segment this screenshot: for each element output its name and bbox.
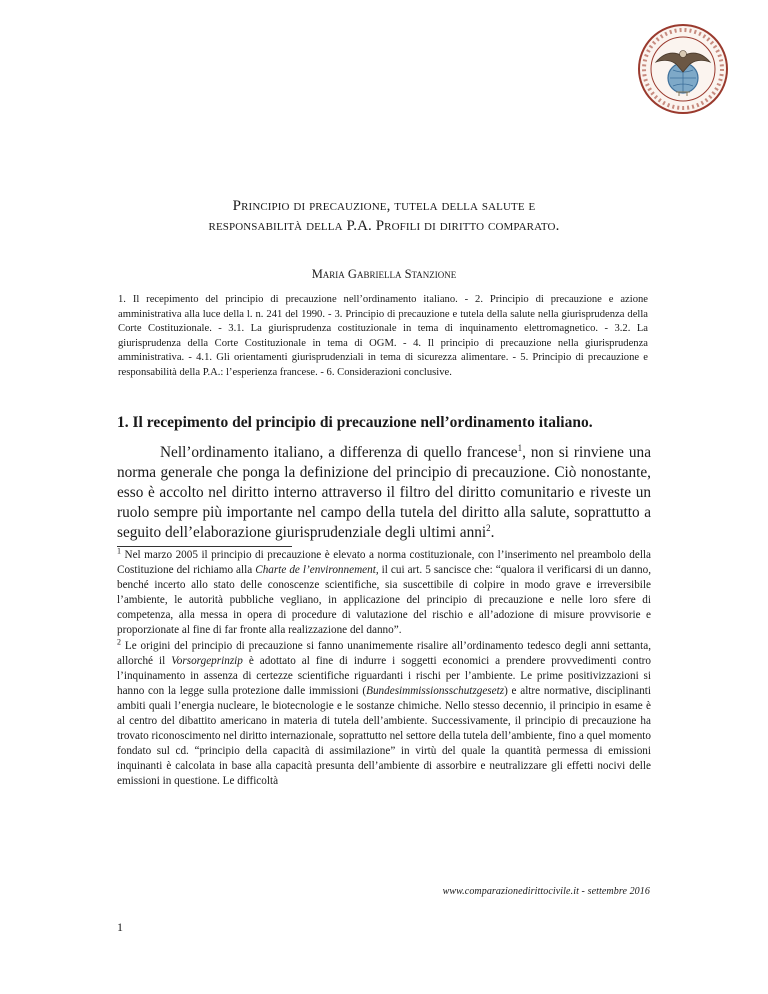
paper-title (100, 196, 668, 236)
body-paragraph (117, 443, 651, 543)
footnote-separator (117, 546, 292, 547)
footnote-text: Nel marzo 2005 il principio di precauzione è elevato a norma costituzionale, con l’inserimento nel preambolo della Costituzione del richiamo alla (117, 549, 651, 577)
journal-logo-icon (636, 22, 730, 116)
footnote-text: il cui art. 5 sancisce che: “qualora il verificarsi di un danno, benché incerto allo stato delle conoscenze scientifiche, sia suscettibile di colpire in modo grave e irreversibile l’ambiente, le autorità pubbliche vegliano, in applicazione del principio di precauzione e nelle loro sfere di competenza, alla messa in opera di procedure di valutazione del rischio e all’adozione di misure provvisorie e proporzionate al fine di far fronte alla realizzazione del danno”. (117, 564, 651, 637)
footnote-italic-text: Charte de l’environnement, (255, 564, 379, 577)
section-heading: 1. Il recepimento del principio di precauzione nell’ordinamento italiano. (117, 414, 593, 431)
running-footer: www.comparazionedirittocivile.it - settembre 2016 (442, 886, 650, 897)
footnote-number: 2 (117, 636, 121, 646)
footnote-ref-1: 1 (517, 442, 523, 453)
paragraph-text-2: , non si rinviene una norma generale che ponga la definizione del principio di precauzione. Ciò nonostante, esso è accolto nel diritto interno attraverso il filtro del diritto comunitario e riveste un ruolo sempre più importante nel campo della tutela del diritto alla salute, soprattutto a seguito dell’elaborazione giurisprudenziale degli ultimi anni (117, 444, 651, 541)
paper-title-line-2: responsabilità della P.A. Profili di diritto comparato. (208, 218, 560, 234)
paper-title-line-1: Principio di precauzione, tutela della salute e (232, 198, 536, 214)
seal-graphic (636, 22, 730, 116)
footnotes (117, 548, 651, 790)
footnote-italic-text: Vorsorgeprinzip (171, 654, 243, 667)
footnote-text: è adottato al fine di indurre i soggetti economici a prendere provvedimenti contro l’inquinamento in assenza di certezze scientifiche riguardanti i rischi per l’ambiente. Le prime positivizzazioni si hanno con la legge sulla protezione dalle immissioni ( (117, 654, 651, 697)
footnote-text: Le origini del principio di precauzione si fanno unanimemente risalire all’ordinamento tedesco degli anni settanta, allorché il (117, 639, 651, 667)
table-of-contents-summary: 1. Il recepimento del principio di precauzione nell’ordinamento italiano. - 2. Principio di precauzione e azione amministrativa alla luce della l. n. 241 del 1990. - 3. Principio di precauzione e tutela della salute nella giurisprudenza della Corte Costituzionale. - 3.1. La giurisprudenza costituzionale in tema di inquinamento elettromagnetico. - 3.2. La giurisprudenza della Corte Costituzionale in tema di OGM. - 4. Il principio di precauzione nella giurisprudenza amministrativa. - 4.1. Gli orientamenti giurisprudenziali in tema di sicurezza alimentare. - 5. Principio di precauzione e responsabilità della P.A.: l’esperienza francese. - 6. Considerazioni conclusive. (118, 294, 648, 378)
page-number: 1 (117, 920, 123, 934)
footnote-text: ) e altre normative, disciplinanti ambiti quali l’energia nucleare, le biotecnologie e le sostanze chimiche. Nello stesso decennio, il principio in esame è al centro del dibattito americano in materia di tutela dell’ambiente. Successivamente, il principio di precauzione ha trovato riconoscimento nel diritto internazionale, soprattutto nel settore della tutela dell’ambiente, fino a quel momento fondato sul cd. “principio della capacità di assimilazione” in virtù del quale la quantità permessa di emissioni inquinanti è calcolata in base alla capacità presunta dell’ambiente di assorbire e neutralizzare gli effetti nocivi delle emissioni in questione. Le difficoltà (117, 684, 652, 788)
author-name: Maria Gabriella Stanzione (311, 267, 457, 281)
footnote-italic-text: Bundesimmissionsschutzgesetz (366, 684, 505, 697)
footnote-1 (117, 548, 651, 639)
footnote-number: 1 (117, 546, 121, 556)
paragraph-text-3: . (490, 524, 495, 541)
footnote-2 (117, 636, 652, 790)
paragraph-text-1: Nell’ordinamento italiano, a differenza di quello francese (160, 444, 518, 461)
footnote-ref-2: 2 (486, 522, 491, 533)
